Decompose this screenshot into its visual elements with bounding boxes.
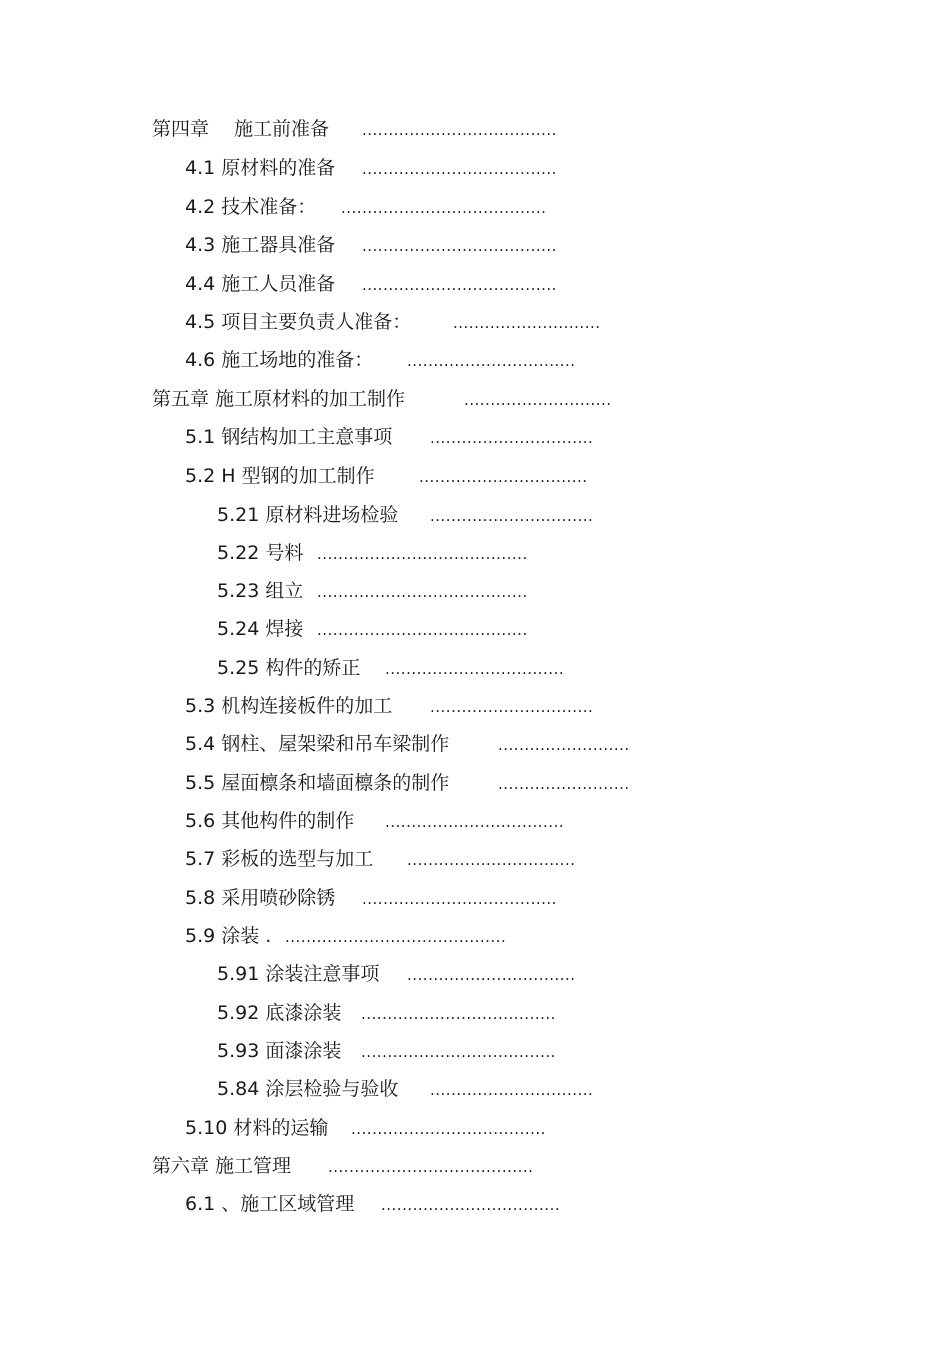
toc-entry [185,1192,561,1216]
toc-entry-title: 第五章 施工原材料的加工制作 [152,388,406,410]
toc-entry [185,886,557,910]
toc-entry-title: 第四章 施工前准备 [152,118,330,140]
toc-entry-title: 5.5 屋面檩条和墙面檩条的制作 [185,772,450,794]
toc-entry-title: 5.2 H 型钢的加工制作 [185,465,375,487]
toc-leader-dots: ..................................... [361,1043,556,1061]
toc-leader-dots: ............................... [430,1081,594,1099]
toc-entry [217,1001,556,1025]
toc-leader-dots: .................................. [385,660,565,678]
toc-leader-dots: ......................... [498,736,630,754]
toc-entry-title: 4.4 施工人员准备 [185,273,336,295]
toc-entry-title: 5.3 机构连接板件的加工 [185,695,393,717]
toc-entry [185,348,576,372]
toc-entry [185,310,601,334]
toc-entry [185,924,507,948]
toc-entry-title: 5.91 涂装注意事项 [217,963,380,985]
toc-entry-title: 5.1 钢结构加工主意事项 [185,426,393,448]
toc-leader-dots: ..................................... [362,121,557,139]
toc-entry-title: 6.1 、施工区域管理 [185,1193,355,1215]
toc-entry-title: 5.8 采用喷砂除锈 [185,887,336,909]
toc-entry-title: 4.1 原材料的准备 [185,157,336,179]
toc-entry-title: 5.93 面漆涂装 [217,1040,342,1062]
toc-entry-title: 4.5 项目主要负责人准备： [185,311,412,333]
toc-leader-dots: ................................ [407,352,576,370]
toc-entry [185,1116,546,1140]
toc-entry-title: 5.9 涂装 . [185,925,272,947]
toc-entry [185,464,588,488]
toc-leader-dots: ..................................... [351,1120,546,1138]
toc-leader-dots: ..................................... [362,890,557,908]
toc-entry [185,425,594,449]
toc-entry [185,847,576,871]
toc-entry [185,156,557,180]
toc-leader-dots: ....................................... [341,199,547,217]
toc-entry [217,1039,556,1063]
toc-leader-dots: .................................. [385,813,565,831]
toc-leader-dots: ................................ [419,468,588,486]
toc-leader-dots: ............................... [430,507,594,525]
toc-leader-dots: ................................ [407,851,576,869]
toc-entry [217,579,528,603]
toc-leader-dots: ............................ [453,314,601,332]
toc-entry [152,1154,534,1178]
toc-entry-title: 4.6 施工场地的准备： [185,349,374,371]
toc-entry-title: 5.24 焊接 [217,618,304,640]
toc-entry-title: 4.3 施工器具准备 [185,234,336,256]
toc-leader-dots: ..................................... [362,276,557,294]
toc-entry [185,195,547,219]
toc-entry-title: 5.84 涂层检验与验收 [217,1078,399,1100]
toc-entry-title: 5.23 组立 [217,580,304,602]
toc-leader-dots: ............................... [430,429,594,447]
toc-leader-dots: .................................. [381,1196,561,1214]
toc-entry-title: 5.92 底漆涂装 [217,1002,342,1024]
toc-entry [185,272,557,296]
toc-leader-dots: ........................................ [317,621,528,639]
toc-entry-title: 5.7 彩板的选型与加工 [185,848,374,870]
toc-leader-dots: .......................................... [285,928,507,946]
toc-entry [185,694,594,718]
toc-leader-dots: ..................................... [362,160,557,178]
toc-entry-title: 5.10 材料的运输 [185,1117,329,1139]
toc-entry-title: 5.22 号料 [217,542,304,564]
toc-entry [152,117,557,141]
toc-entry [217,541,528,565]
toc-leader-dots: ........................................ [317,583,528,601]
toc-leader-dots: ..................................... [362,237,557,255]
toc-entry [185,233,557,257]
toc-leader-dots: ....................................... [328,1158,534,1176]
toc-leader-dots: ........................................ [317,545,528,563]
toc-entry-title: 4.2 技术准备： [185,196,317,218]
toc-entry [217,617,528,641]
toc-entry [217,503,594,527]
toc-leader-dots: ......................... [498,775,630,793]
toc-entry [217,656,565,680]
toc-leader-dots: ............................ [464,391,612,409]
toc-entry-title: 5.6 其他构件的制作 [185,810,355,832]
toc-entry-title: 5.4 钢柱、屋架梁和吊车梁制作 [185,733,450,755]
toc-entry-title: 5.25 构件的矫正 [217,657,361,679]
toc-entry [185,732,630,756]
toc-entry [217,1077,594,1101]
toc-entry [185,809,565,833]
toc-leader-dots: ..................................... [361,1005,556,1023]
toc-entry [217,962,576,986]
toc-entry-title: 第六章 施工管理 [152,1155,292,1177]
toc-entry-title: 5.21 原材料进场检验 [217,504,399,526]
toc-entry [185,771,630,795]
toc-leader-dots: ................................ [407,966,576,984]
toc-entry [152,387,612,411]
toc-leader-dots: ............................... [430,698,594,716]
